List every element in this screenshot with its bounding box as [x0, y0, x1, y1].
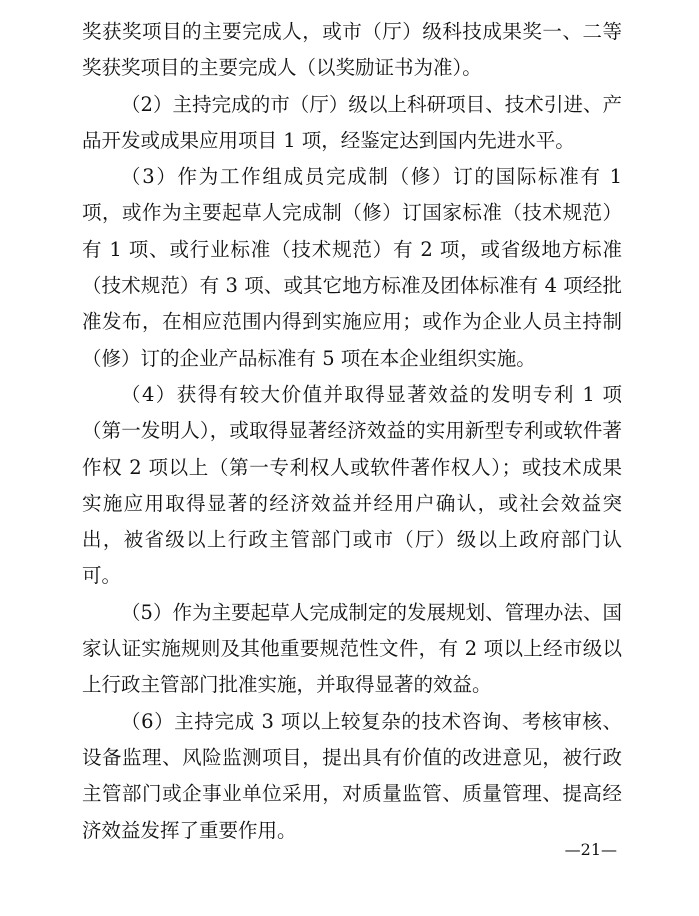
paragraph-item-2: （2）主持完成的市（厅）级以上科研项目、技术引进、产品开发或成果应用项目 1 项，经鉴定达到国内先进水平。	[82, 92, 622, 152]
document-body	[82, 14, 622, 849]
paragraph-item-4: （4）获得有较大价值并取得显著效益的发明专利 1 项（第一发明人），或取得显著经济效益的实用新型专利或软件著作权 2 项以上（第一专利权人或软件著作权人）；或技术成果实施应用取得显著的经济效益并经用户确认，或社会效益突出，被省级以上行政主管部门或市（厅）级以上政府部门认可。	[82, 382, 622, 588]
paragraph-item-6: （6）主持完成 3 项以上较复杂的技术咨询、考核审核、设备监理、风险监测项目，提出具有价值的改进意见，被行政主管部门或企事业单位采用，对质量监管、质量管理、提高经济效益发挥了重要作用。	[82, 709, 622, 842]
page-number: —21—	[564, 840, 617, 859]
paragraph-item-5: （5）作为主要起草人完成制定的发展规划、管理办法、国家认证实施规则及其他重要规范性文件，有 2 项以上经市级以上行政主管部门批准实施，并取得显著的效益。	[82, 600, 622, 697]
paragraph-continuation: 奖获奖项目的主要完成人，或市（厅）级科技成果奖一、二等奖获奖项目的主要完成人（以奖励证书为准）。	[82, 20, 622, 80]
paragraph-item-3: （3）作为工作组成员完成制（修）订的国际标准有 1 项，或作为主要起草人完成制（修）订国家标准（技术规范）有 1 项、或行业标准（技术规范）有 2 项，或省级地方标准（技术规范）有 3 项、或其它地方标准及团体标准有 4 项经批准发布，在相应范围内得到实施应用；或作为企业人员主持制（修）订的企业产品标准有 5 项在本企业组织实施。	[82, 165, 622, 370]
